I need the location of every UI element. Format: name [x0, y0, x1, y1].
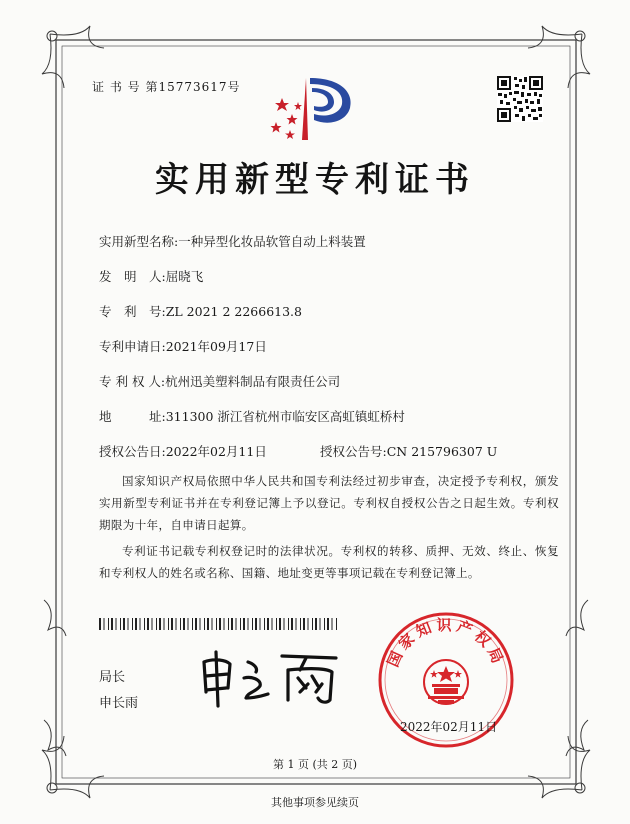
barcode-icon: [99, 618, 339, 630]
qr-code-icon: [497, 76, 543, 122]
utility-model-name-label: 实用新型名称:: [99, 234, 179, 249]
certificate-title: 实用新型专利证书: [155, 160, 475, 200]
seal-text: 国家知识产权局: [383, 616, 509, 670]
utility-model-name-row: [99, 232, 366, 250]
grant-number-label: 授权公告号:: [320, 444, 387, 459]
inventor-row: [99, 267, 203, 285]
patent-office-logo-icon: [262, 70, 358, 144]
grant-date-row: [99, 442, 267, 460]
inventor-label: 发 明 人:: [99, 269, 166, 284]
grant-date-value: 2022年02月11日: [165, 444, 267, 459]
filing-date-row: [99, 337, 267, 355]
grant-number-row: [320, 442, 497, 460]
address-label: 地 址:: [99, 409, 166, 424]
patentee-row: [99, 372, 340, 390]
patentee-value: 杭州迅美塑料制品有限责任公司: [165, 374, 341, 389]
signatory-title: 局长: [99, 670, 126, 685]
patent-number-value: ZL 2021 2 2266613.8: [165, 304, 302, 319]
footer-note: 其他事项参见续页: [271, 796, 359, 809]
legal-paragraph-2: 专利证书记载专利权登记时的法律状况。专利权的转移、质押、无效、终止、恢复和专利权人的姓名或名称、国籍、地址变更等事项记载在专利登记簿上。: [99, 544, 559, 580]
signatory-name: 申长雨: [99, 696, 139, 711]
grant-date-label: 授权公告日:: [99, 444, 166, 459]
address-value: 311300 浙江省杭州市临安区高虹镇虹桥村: [165, 409, 405, 424]
patent-number-label: 专 利 号:: [99, 304, 166, 319]
patentee-label: 专 利 权 人:: [99, 374, 166, 389]
patent-number-row: [99, 302, 302, 320]
seal-date: 2022年02月11日: [400, 720, 498, 734]
address-row: [99, 407, 405, 425]
svg-text:国家知识产权局: [384, 616, 508, 670]
filing-date-value: 2021年09月17日: [165, 339, 267, 354]
utility-model-name-value: 一种异型化妆品软管自动上料装置: [178, 234, 366, 249]
grant-number-value: CN 215796307 U: [386, 444, 498, 459]
inventor-value: 屈晓飞: [165, 269, 204, 284]
page-number: 第 1 页 (共 2 页): [272, 758, 358, 771]
certificate-number: 证 书 号 第15773617号: [92, 80, 241, 94]
legal-paragraph-1: 国家知识产权局依照中华人民共和国专利法经过初步审查，决定授予专利权，颁发实用新型专利证书并在专利登记簿上予以登记。专利权自授权公告之日起生效。专利权期限为十年，自申请日起算。: [99, 474, 559, 532]
handwritten-signature: [196, 648, 346, 710]
filing-date-label: 专利申请日:: [99, 339, 166, 354]
